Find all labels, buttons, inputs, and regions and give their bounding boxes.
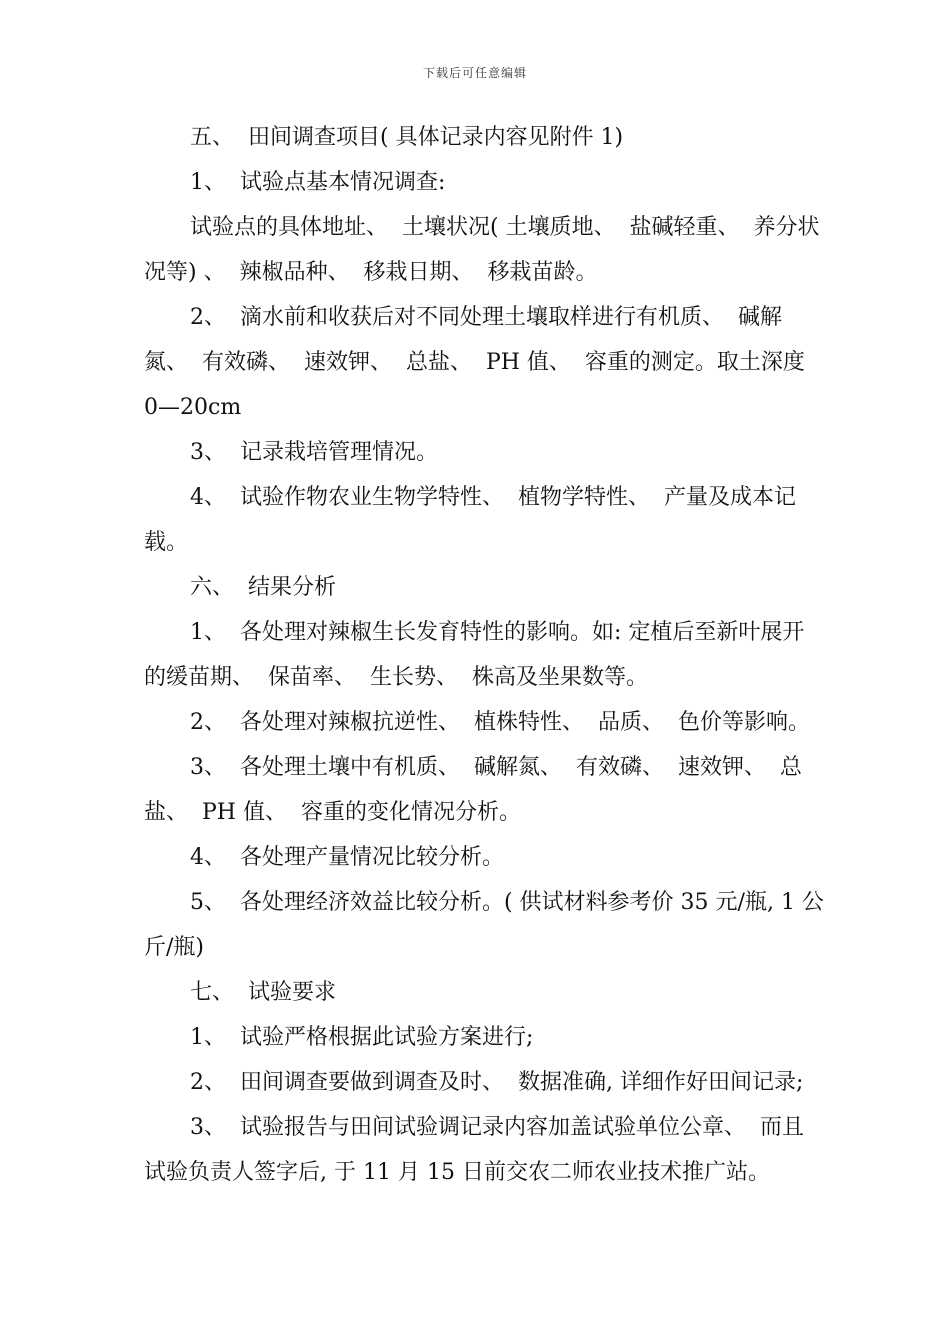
item-7-3: 3、 试验报告与田间试验调记录内容加盖试验单位公章、 而且试验负责人签字后, 于 11 月 15 日前交农二师农业技术推广站。 <box>144 1115 804 1185</box>
section-5-heading: 五、 田间调查项目( 具体记录内容见附件 1) <box>190 125 624 150</box>
page-header: 下载后可任意编辑 <box>422 66 527 80</box>
item-6-1: 1、 各处理对辣椒生长发育特性的影响。如: 定植后至新叶展开的缓苗期、 保苗率、 生长势、 株高及坐果数等。 <box>144 620 805 690</box>
item-5-1: 1、 试验点基本情况调查: <box>190 170 446 195</box>
document-body <box>144 115 824 1195</box>
section-6-heading: 六、 结果分析 <box>190 575 336 600</box>
item-6-4: 4、 各处理产量情况比较分析。 <box>190 845 504 870</box>
item-6-5: 5、 各处理经济效益比较分析。( 供试材料参考价 35 元/瓶, 1 公斤/瓶) <box>144 890 824 960</box>
section-7-heading: 七、 试验要求 <box>190 980 336 1005</box>
item-6-3: 3、 各处理土壤中有机质、 碱解氮、 有效磷、 速效钾、 总盐、 PH 值、 容重的变化情况分析。 <box>144 755 802 825</box>
item-5-1-detail: 试验点的具体地址、 土壤状况( 土壤质地、 盐碱轻重、 养分状况等) 、 辣椒品种、 移栽日期、 移栽苗龄。 <box>144 215 820 285</box>
item-7-2: 2、 田间调查要做到调查及时、 数据准确, 详细作好田间记录; <box>190 1070 804 1095</box>
item-5-2: 2、 滴水前和收获后对不同处理土壤取样进行有机质、 碱解氮、 有效磷、 速效钾、 总盐、 PH 值、 容重的测定。取土深度 0—20cm <box>144 305 812 420</box>
item-5-3: 3、 记录栽培管理情况。 <box>190 440 438 465</box>
item-7-1: 1、 试验严格根据此试验方案进行; <box>190 1025 534 1050</box>
item-6-2: 2、 各处理对辣椒抗逆性、 植株特性、 品质、 色价等影响。 <box>190 710 810 735</box>
item-5-4: 4、 试验作物农业生物学特性、 植物学特性、 产量及成本记载。 <box>144 485 796 555</box>
